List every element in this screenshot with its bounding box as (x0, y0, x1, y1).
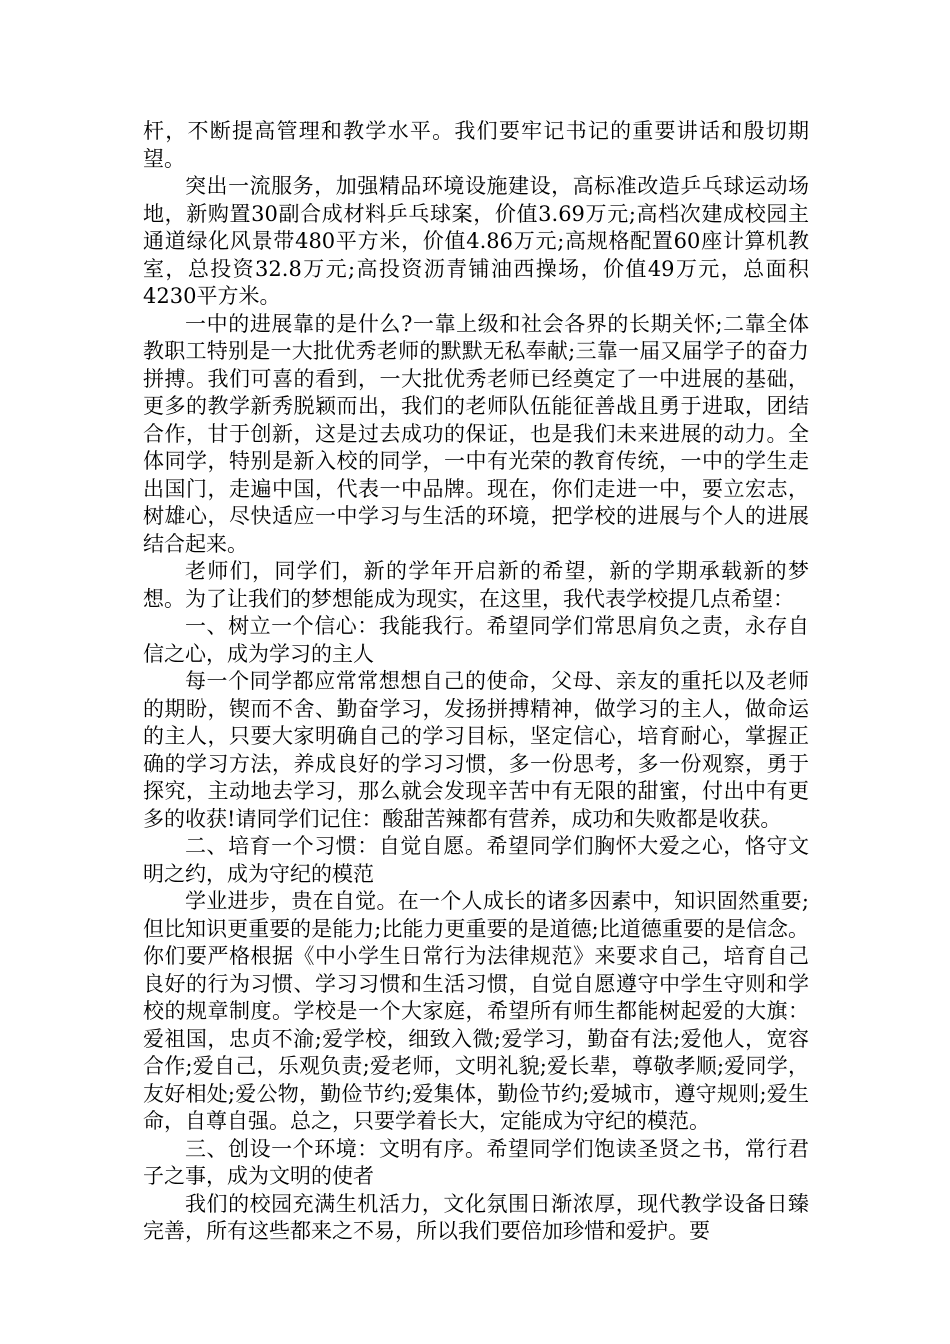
section-heading-2: 二、培育一个习惯：自觉自愿。希望同学们胸怀大爱之心，恪守文明之约，成为守纪的模范 (143, 834, 809, 886)
section-heading-3: 三、创设一个环境：文明有序。希望同学们饱读圣贤之书，常行君子之事，成为文明的使者 (143, 1136, 809, 1188)
section-heading-1: 一、树立一个信心：我能我行。希望同学们常思肩负之责，永存自信之心，成为学习的主人 (143, 614, 809, 666)
paragraph-6: 学业进步，贵在自觉。在一个人成长的诸多因素中，知识固然重要;但比知识更重要的是能力;比能力更重要的是道德;比道德重要的是信念。你们要严格根据《中小学生日常行为法律规范》来要求自己，培育自己良好的行为习惯、学习习惯和生活习惯，自觉自愿遵守中学生守则和学校的规章制度。学校是一个大家庭，希望所有师生都能树起爱的大旗：爱祖国，忠贞不渝;爱学校，细致入微;爱学习，勤奋有法;爱他人，宽容合作;爱自己，乐观负责;爱老师，文明礼貌;爱长辈，尊敬孝顺;爱同学，友好相处;爱公物，勤俭节约;爱集体，勤俭节约;爱城市，遵守规则;爱生命，自尊自强。总之，只要学着长大，定能成为守纪的模范。 (143, 889, 809, 1133)
paragraph-1: 杆，不断提高管理和教学水平。我们要牢记书记的重要讲话和殷切期望。 (143, 119, 809, 171)
paragraph-4: 老师们，同学们，新的学年开启新的希望，新的学期承载新的梦想。为了让我们的梦想能成为现实，在这里，我代表学校提几点希望： (143, 559, 809, 611)
paragraph-7: 我们的校园充满生机活力，文化氛围日渐浓厚，现代教学设备日臻完善，所有这些都来之不易，所以我们要倍加珍惜和爱护。要 (143, 1191, 809, 1243)
paragraph-5: 每一个同学都应常常想想自己的使命，父母、亲友的重托以及老师的期盼，锲而不舍、勤奋学习，发扬拼搏精神，做学习的主人，做命运的主人，只要大家明确自己的学习目标，坚定信心，培育耐心，掌握正确的学习方法，养成良好的学习习惯，多一份思考，多一份观察，勇于探究，主动地去学习，那么就会发现辛苦中有无限的甜蜜，付出中有更多的收获!请同学们记住：酸甜苦辣都有营养，成功和失败都是收获。 (143, 669, 809, 831)
document-body (143, 118, 809, 1246)
paragraph-3: 一中的进展靠的是什么?一靠上级和社会各界的长期关怀;二靠全体教职工特别是一大批优秀老师的默默无私奉献;三靠一届又届学子的奋力拼搏。我们可喜的看到，一大批优秀老师已经奠定了一中进展的基础，更多的教学新秀脱颖而出，我们的老师队伍能征善战且勇于进取，团结合作，甘于创新，这是过去成功的保证，也是我们未来进展的动力。全体同学，特别是新入校的同学，一中有光荣的教育传统，一中的学生走出国门，走遍中国，代表一中品牌。现在，你们走进一中，要立宏志，树雄心，尽快适应一中学习与生活的环境，把学校的进展与个人的进展结合起来。 (143, 311, 809, 556)
paragraph-2: 突出一流服务，加强精品环境设施建设，高标准改造乒乓球运动场地，新购置30副合成材料乒乓球案，价值3.69万元;高档次建成校园主通道绿化风景带480平方米，价值4.86万元;高规格配置60座计算机教室，总投资32.8万元;高投资沥青铺油西操场，价值49万元，总面积4230平方米。 (143, 174, 809, 308)
